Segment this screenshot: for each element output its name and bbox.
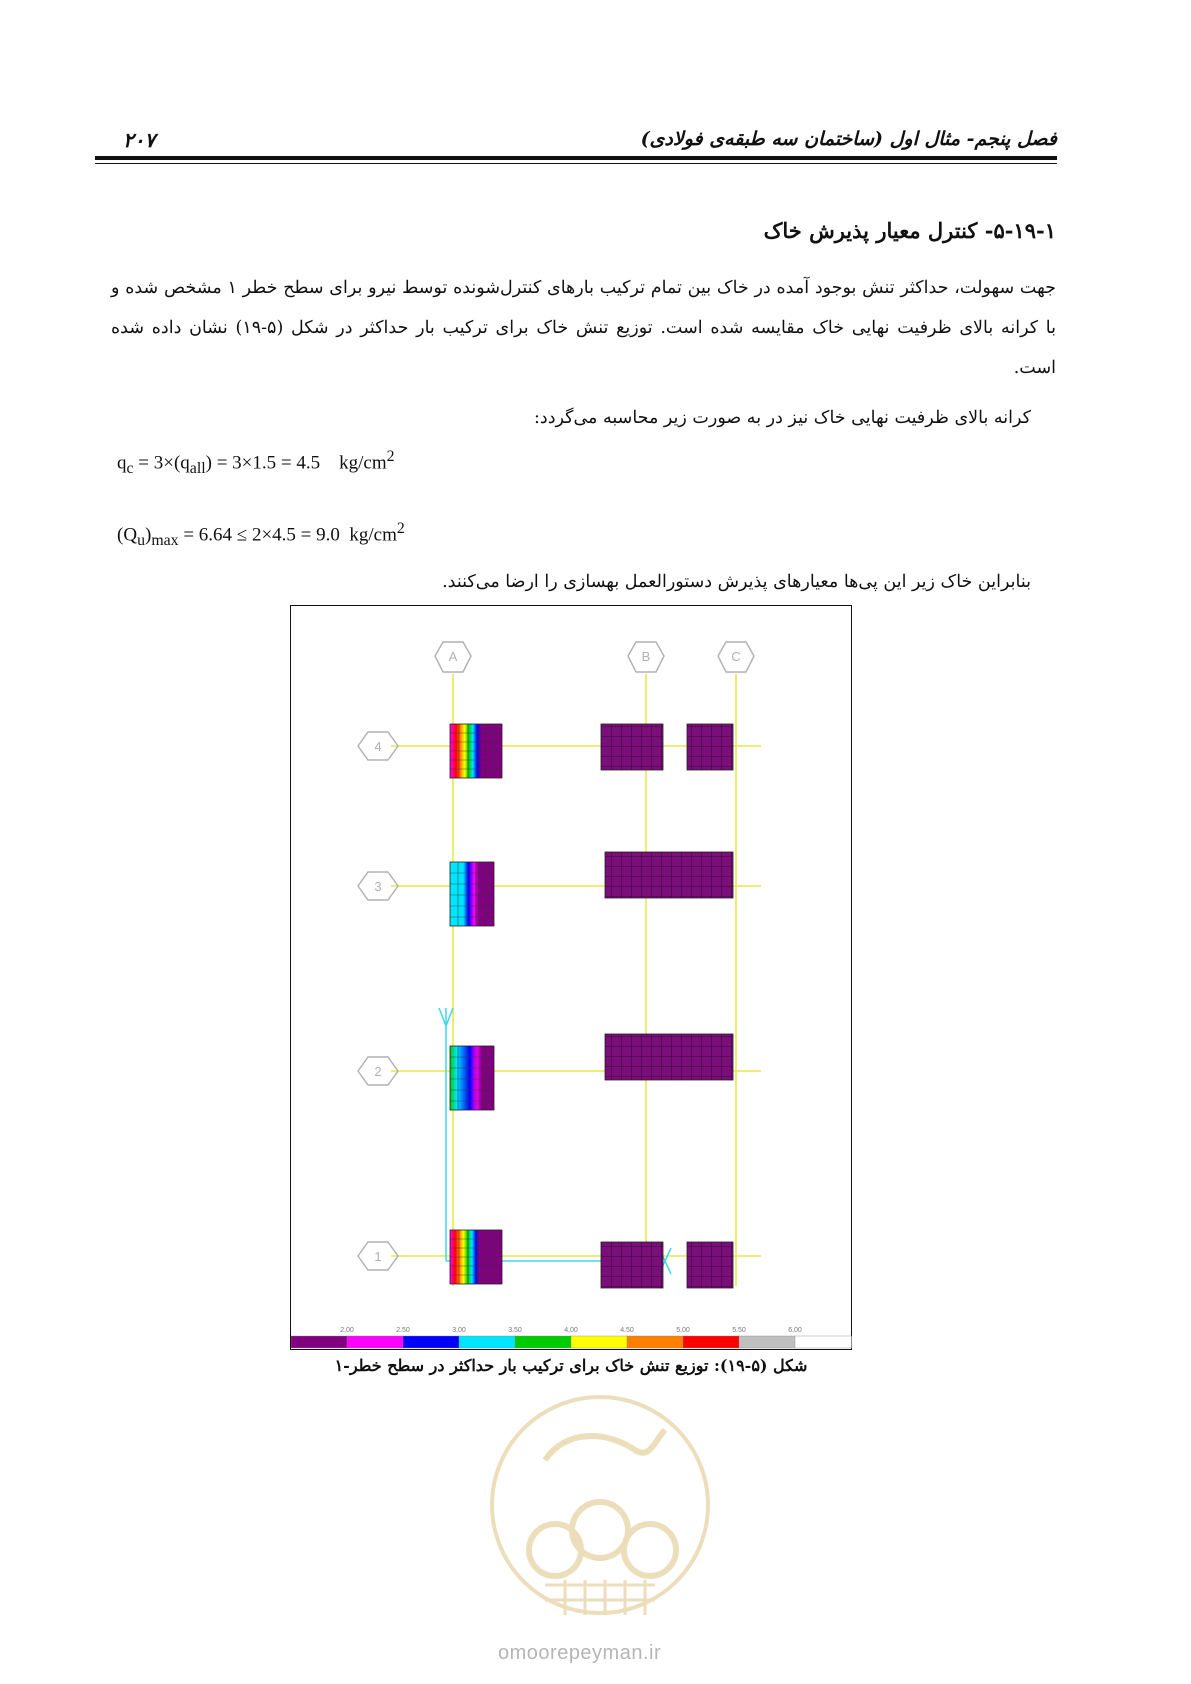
header-rule-thick [95, 156, 1057, 160]
footings-col-a [450, 724, 502, 1284]
legend-swatch [627, 1336, 684, 1348]
eq2-lhs: (Q [117, 524, 138, 546]
footing-bc2 [605, 1034, 733, 1080]
legend-tick-label: 3.00 [452, 1327, 466, 1334]
eq1-rhs: ) = 3×1.5 = 4.5 [205, 452, 321, 474]
eq1-unit-sup: 2 [386, 448, 395, 465]
legend-swatch [683, 1336, 740, 1348]
legend-tick-label: 4.50 [620, 1327, 634, 1334]
footing-bc3 [605, 852, 733, 898]
paragraph-capacity: کرانه بالای ظرفیت نهایی خاک نیز در به صورت زیر محاسبه می‌گردد: [534, 408, 1031, 428]
footings-col-bc [601, 724, 733, 1288]
bubble-label-1: 1 [374, 1249, 382, 1264]
bubble-label-b: B [641, 649, 651, 664]
footing-b4 [601, 724, 663, 770]
section-heading: ۵-۱۹-۱- کنترل معیار پذیرش خاک [763, 218, 1056, 243]
legend-swatch [795, 1336, 852, 1348]
legend-tick-label: 5.50 [732, 1327, 746, 1334]
equation-qc [117, 448, 395, 478]
soil-stress-figure [290, 605, 852, 1350]
legend-tick-label: 2.50 [396, 1327, 410, 1334]
header-rule-thin [95, 163, 1057, 164]
eq2-lhs-sub2: max [151, 532, 179, 550]
bubble-label-c: C [731, 649, 741, 664]
legend-swatch [571, 1336, 628, 1348]
eq2-unit: kg/cm [349, 524, 397, 546]
footing-c1 [687, 1242, 733, 1288]
legend-bar [291, 1284, 853, 1285]
legend-swatch [347, 1336, 404, 1348]
bubble-label-2: 2 [374, 1064, 382, 1079]
eq1-lhs-sub: c [126, 460, 134, 478]
legend-swatch [403, 1336, 460, 1348]
legend-tick-label: 5.00 [676, 1327, 690, 1334]
legend-ticks [340, 1327, 802, 1334]
eq1-mid-sub: all [189, 460, 206, 478]
eq2-unit-sup: 2 [396, 520, 405, 537]
footing-a2 [450, 1046, 494, 1110]
figure-caption: شکل (۵-۱۹): توزیع تنش خاک برای ترکیب بار حداکثر در سطح خطر-۱ [334, 1356, 808, 1375]
eq2-lhs-close: ) [144, 524, 152, 546]
grid-bubbles-left [358, 732, 398, 1270]
legend-tick-label: 4.00 [564, 1327, 578, 1334]
legend-swatch [291, 1336, 348, 1348]
legend-tick-label: 6.00 [788, 1327, 802, 1334]
equation-qu-max [117, 520, 405, 550]
bubble-label-a: A [448, 649, 458, 664]
page-number: ۲۰۷ [123, 128, 156, 152]
eq2-rhs: = 6.64 ≤ 2×4.5 = 9.0 [178, 524, 340, 546]
legend-swatch [739, 1336, 796, 1348]
footing-c4 [687, 724, 733, 770]
watermark-logo [485, 1390, 715, 1680]
legend-swatches [291, 1336, 852, 1348]
eq1-mid: = 3×(q [133, 452, 190, 474]
watermark-url: omoorepeyman.ir [498, 1642, 662, 1664]
grid-bubbles-top [435, 642, 754, 672]
footing-b1 [601, 1242, 663, 1288]
legend-swatch [515, 1336, 572, 1348]
eq2-lhs-sub: u [137, 532, 145, 550]
legend-swatch [459, 1336, 516, 1348]
paragraph-intro: جهت سهولت، حداکثر تنش بوجود آمده در خاک بین تمام ترکیب بارهای کنترل‌شونده توسط نیرو برای سطح خطر ۱ مشخص شده و با کرانه بالای ظرفیت نهایی خاک مقایسه شده است. توزیع تنش خاک برای ترکیب بار حداکثر در شکل (۵-۱۹) نشان داده شده است. [111, 278, 1056, 378]
legend-tick-label: 2.00 [340, 1327, 354, 1334]
paragraph-conclusion: بنابراین خاک زیر این پی‌ها معیارهای پذیرش دستورالعمل بهسازی را ارضا می‌کنند. [442, 572, 1031, 592]
eq1-lhs: q [117, 452, 127, 474]
legend-tick-label: 3.50 [508, 1327, 522, 1334]
bubble-label-3: 3 [374, 879, 382, 894]
eq1-unit: kg/cm [339, 452, 387, 474]
footing-a3 [450, 862, 494, 926]
bubble-label-4: 4 [374, 739, 382, 754]
chapter-title: فصل پنجم- مثال اول (ساختمان سه طبقه‌ی فولادی) [640, 128, 1057, 150]
